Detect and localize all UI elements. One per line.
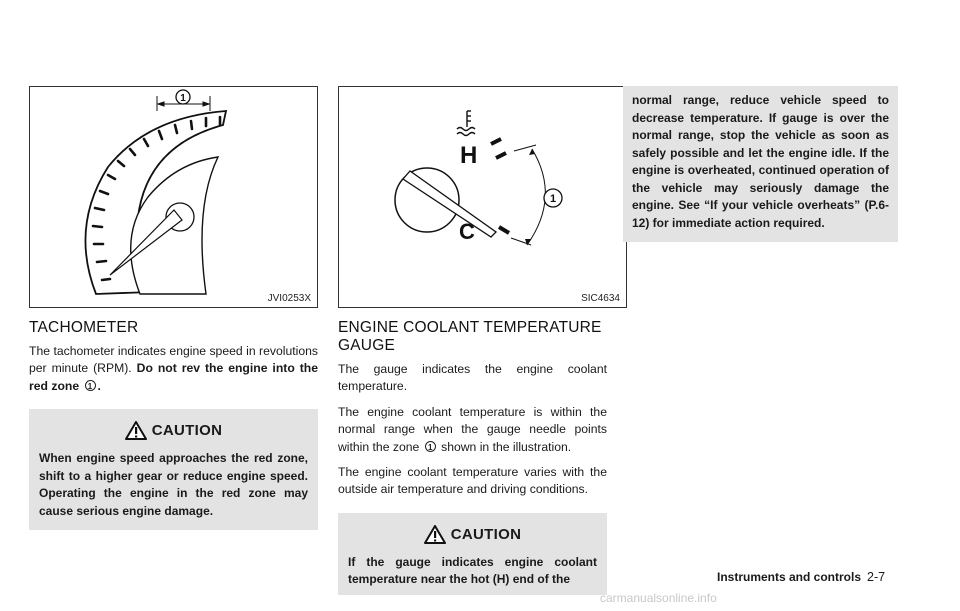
zone-marker-icon: 1 bbox=[425, 441, 436, 452]
coolant-section bbox=[338, 86, 627, 595]
tachometer-section bbox=[29, 86, 318, 530]
caution-text: If the gauge indicates engine coolant temperature near the hot (H) end of the bbox=[348, 554, 597, 587]
coolant-gauge-figure bbox=[338, 86, 627, 308]
caution-continued-box: normal range, reduce vehicle speed to decrease temperature. If gauge is over the normal range, stop the vehicle as soon as safely possible and let the engine idle. If the engine is overheated, continued operation of the vehicle may seriously damage the engine. See “If your vehicle overheats” (P.6-12) for immediate action required. bbox=[623, 86, 898, 242]
coolant-paragraph-2: The engine coolant temperature is within the normal range when the gauge needle points within the zone 1 shown in the illustration. bbox=[338, 404, 607, 454]
tachometer-zone-mark: 1 bbox=[180, 93, 186, 104]
caution-title: CAUTION bbox=[450, 525, 522, 543]
caution-title: CAUTION bbox=[151, 422, 223, 440]
coolant-zone-mark: 1 bbox=[549, 193, 557, 205]
caution-continued-section bbox=[623, 86, 898, 242]
gauge-cold-label: C bbox=[459, 219, 475, 244]
coolant-paragraph-3: The engine coolant temperature varies with the outside air temperature and driving conditions. bbox=[338, 465, 607, 497]
coolant-gauge-illustration bbox=[339, 87, 608, 309]
caution-text: When engine speed approaches the red zone, shift to a higher gear or reduce engine speed. Operating the engine in the red zone may cause serious engine damage. bbox=[39, 451, 308, 518]
tachometer-heading: TACHOMETER bbox=[29, 319, 139, 336]
footer-section-title: Instruments and controls bbox=[717, 570, 862, 584]
coolant-paragraph-1: The gauge indicates the engine coolant temperature. bbox=[338, 362, 607, 394]
page-footer bbox=[717, 570, 885, 584]
gauge-hot-label: H bbox=[460, 142, 478, 169]
tachometer-illustration bbox=[30, 87, 319, 309]
coolant-caution-box bbox=[338, 513, 607, 595]
coolant-heading: ENGINE COOLANT TEMPERATURE GAUGE bbox=[338, 319, 602, 354]
coolant-figure-id: SIC4634 bbox=[581, 293, 620, 304]
warning-triangle-icon bbox=[125, 421, 147, 440]
tachometer-figure-id: JVI0253X bbox=[267, 293, 311, 304]
footer-page-number: 2-7 bbox=[867, 570, 886, 584]
zone-marker-icon: 1 bbox=[85, 380, 96, 391]
watermark: carmanualsonline.info bbox=[600, 591, 717, 605]
warning-triangle-icon bbox=[424, 525, 446, 544]
tachometer-caution-box bbox=[29, 409, 318, 530]
tachometer-figure bbox=[29, 86, 318, 308]
tachometer-paragraph: The tachometer indicates engine speed in revolutions per minute (RPM). Do not rev the engine into the red zone 1 . bbox=[29, 344, 318, 393]
